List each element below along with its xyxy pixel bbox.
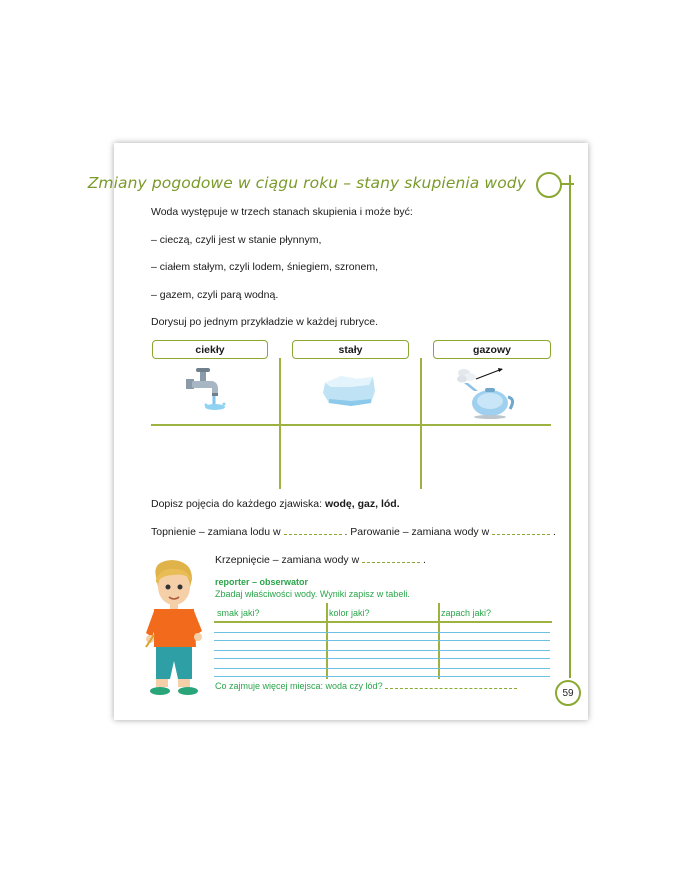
boy-reporter-illustration <box>142 557 206 699</box>
title-connector-line <box>560 183 574 185</box>
intro-line: Woda występuje w trzech stanach skupienia i może być: <box>151 206 413 218</box>
reporter-task: Zbadaj właściwości wody. Wyniki zapisz w tabeli. <box>215 589 410 599</box>
question-line <box>215 681 517 691</box>
question-text: Co zajmuje więcej miejsca: woda czy lód? <box>215 681 383 691</box>
page-title: Zmiany pogodowe w ciągu roku – stany skupienia wody <box>87 174 526 192</box>
writing-line-1[interactable] <box>214 632 550 633</box>
workbook-page <box>87 143 588 720</box>
faucet-icon <box>186 365 232 413</box>
melting-evaporation-line <box>151 525 556 538</box>
writing-line-6[interactable] <box>214 676 550 677</box>
writing-line-4[interactable] <box>214 658 550 659</box>
header-liquid: ciekły <box>152 340 268 359</box>
concepts-words: wodę, gaz, lód. <box>324 498 400 510</box>
writing-line-5[interactable] <box>214 668 550 669</box>
freezing-answer-blank[interactable] <box>362 553 420 563</box>
page-number: 59 <box>555 680 581 706</box>
drawing-instruction: Dorysuj po jednym przykładzie w każdej rubryce. <box>151 316 379 328</box>
page-border-line <box>569 175 571 678</box>
freezing-label: Krzepnięcie – zamiana wody w <box>215 554 360 566</box>
writing-line-2[interactable] <box>214 640 550 641</box>
column-smell: zapach jaki? <box>441 608 492 618</box>
freezing-line <box>215 553 426 566</box>
intro-item-gas: – gazem, czyli parą wodną. <box>151 289 279 301</box>
reporter-table-header-line <box>214 621 552 623</box>
evaporation-answer-blank[interactable] <box>492 525 550 535</box>
concepts-prompt-text: Dopisz pojęcia do każdego zjawiska: <box>151 498 325 510</box>
freezing-dot: . <box>423 554 426 566</box>
header-gas: gazowy <box>433 340 551 359</box>
ice-icon <box>321 373 377 409</box>
writing-line-3[interactable] <box>214 650 550 651</box>
column-taste: smak jaki? <box>217 608 260 618</box>
concepts-prompt <box>151 498 400 510</box>
title-circle-ornament <box>536 172 562 198</box>
evaporation-label: . Parowanie – zamiana wody w <box>344 526 490 538</box>
header-solid: stały <box>292 340 409 359</box>
reporter-role: reporter – obserwator <box>215 577 309 587</box>
melting-answer-blank[interactable] <box>284 525 342 535</box>
intro-item-liquid: – cieczą, czyli jest w stanie płynnym, <box>151 234 322 246</box>
end-dot: . <box>553 526 556 538</box>
melting-label: Topnienie – zamiana lodu w <box>151 526 281 538</box>
column-color: kolor jaki? <box>329 608 370 618</box>
steaming-teapot-icon <box>454 363 526 419</box>
intro-item-solid: – ciałem stałym, czyli lodem, śniegiem, szronem, <box>151 261 378 273</box>
table-row-divider <box>151 424 551 426</box>
question-answer-blank[interactable] <box>385 681 517 689</box>
